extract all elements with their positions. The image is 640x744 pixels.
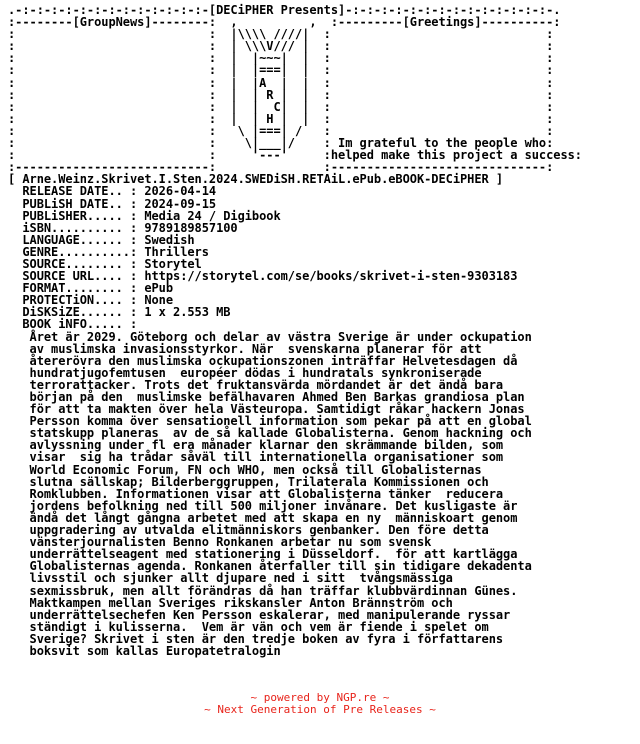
nfo-line: : : | | H | | : :: [8, 111, 554, 126]
nfo-line: : : | \\\V/// | : :: [8, 39, 554, 54]
nfo-line: : : '---' :helped make this project a success:: [8, 148, 582, 163]
nfo-line: : : | |===| | : :: [8, 63, 554, 78]
nfo-line: : : \ |===| / : :: [8, 123, 554, 138]
nfo-line: ändå det långt gångna arbetet med att skapa en ny människoart genom: [8, 510, 518, 525]
nfo-line: SOURCE........ : Storytel: [8, 256, 202, 271]
nfo-line: Sverige? Skrivet i sten är den tredje boken av fyra i författarens: [8, 631, 504, 646]
nfo-line: : : | | C| | : :: [8, 99, 554, 114]
nfo-line: : : | |~~~| | : :: [8, 51, 554, 66]
nfo-line: livsstil och sjunker allt djupare ned i sitt tvångsmässiga: [8, 571, 453, 586]
nfo-line: statskupp planeras av de så kallade Globalisterna. Genom hackning och: [8, 426, 532, 441]
nfo-line: Romklubben. Informationen visar att Globalisterna tänker reducera: [8, 486, 504, 501]
nfo-line: för att ta makten över hela Västeuropa. Samtidigt råkar hackern Jonas: [8, 402, 525, 417]
nfo-line: BOOK iNFO..... :: [8, 317, 138, 332]
nfo-line: PUBLiSHER..... : Media 24 / Digibook: [8, 208, 281, 223]
nfo-text-block: [8, 4, 582, 657]
nfo-line: hundratjugofemtusen européer dödas i hundratals synkroniserade: [8, 365, 482, 380]
nfo-line: : : | |A | | : :: [8, 75, 554, 90]
nfo-line: SOURCE URL.... : https://storytel.com/se/books/skrivet-i-sten-9303183: [8, 269, 518, 284]
nfo-line: PUBLiSH DATE.. : 2024-09-15: [8, 196, 217, 211]
nfo-line: underrättelseagent med stationering i Düsseldorf. för att kartlägga: [8, 547, 518, 562]
nfo-line: : : | | R | | : :: [8, 87, 554, 102]
nfo-line: iSBN.......... : 9789189857100: [8, 220, 238, 235]
nfo-line: : : |\\\\ ////| : :: [8, 27, 554, 42]
nfo-line: vänsterjournalisten Benno Ronkanen arbetar nu som svensk: [8, 535, 432, 550]
nfo-line: jordens befolkning ned till 500 miljoner invånare. Det kusligaste är: [8, 498, 518, 513]
nfo-line: Globalisternas agenda. Ronkanen återfaller till sin tidigare dekadenta: [8, 559, 532, 574]
nfo-line: av muslimska invasionsstyrkor. När svenskarna planerar för att: [8, 341, 482, 356]
nfo-line: FORMAT........ : ePub: [8, 281, 174, 296]
nfo-line: Året är 2029. Göteborg och delar av västra Sverige är under ockupation: [8, 329, 532, 344]
nfo-line: GENRE..........: Thrillers: [8, 244, 209, 259]
nfo-line: Persson komma över sensationell information som pekar på att en global: [8, 414, 532, 429]
nfo-line: World Economic Forum, FN och WHO, men också till Globalisternas: [8, 462, 482, 477]
nfo-line: boksvit som kallas Europatetralogin: [8, 643, 281, 658]
nfo-line: slutna sällskap; Bilderberggruppen, Trilaterala Kommissionen och: [8, 474, 489, 489]
nfo-line: underrättelsechefen Ken Persson eskalerar, med manipulerande ryssar: [8, 607, 511, 622]
nfo-line: PROTECTiON.... : None: [8, 293, 174, 308]
footer-tagline: ~ Next Generation of Pre Releases ~: [204, 703, 436, 716]
nfo-line: DiSKSiZE...... : 1 x 2.553 MB: [8, 305, 231, 320]
nfo-line: återerövra den muslimska ockupationszonen inträffar Helvetesdagen då: [8, 353, 518, 368]
nfo-line: visar sig ha trådar såväl till internationella organisationer som: [8, 450, 504, 465]
nfo-line: : : \|___|/ : Im grateful to the people who:: [8, 136, 554, 151]
nfo-line: början på den muslimske befälhavaren Ahmed Ben Barkas grandiosa plan: [8, 390, 525, 404]
nfo-line: uppgradering av utvalda elitmänniskors genbanker. Den före detta: [8, 523, 489, 538]
nfo-line: terrorattacker. Trots det fruktansvärda mördandet är det ändå bara: [8, 377, 504, 392]
nfo-line: Maktkampen mellan Sveriges rikskansler Anton Brännström och: [8, 595, 453, 610]
footer: [0, 692, 640, 716]
nfo-line: sexmissbruk, men allt förändras då han träffar klubbvärdinnan Günes.: [8, 583, 518, 598]
nfo-line: LANGUAGE...... : Swedish: [8, 232, 195, 247]
nfo-line: :---------------------------: :------------------------------:: [8, 160, 554, 175]
nfo-line: RELEASE DATE.. : 2026-04-14: [8, 184, 217, 199]
footer-powered-by: ~ powered by NGP.re ~: [250, 691, 390, 704]
nfo-line: .-:-:-:-:-:-:-:-:-:-:-:-:-:-[DECiPHER Presents]-:-:-:-:-:-:-:-:-:-:-:-:-:-:-.: [8, 3, 561, 17]
nfo-line: avlyssning under fl era månader klarnar den skrämmande bilden, som: [8, 438, 504, 453]
nfo-line: [ Arne.Weinz.Skrivet.I.Sten.2024.SWEDiSH.RETAiL.ePub.eBOOK-DECiPHER ]: [8, 172, 504, 187]
nfo-line: :--------[GroupNews]--------: , , :---------[Greetings]----------:: [8, 15, 561, 30]
nfo-line: ständigt i kulisserna. Vem är vän och vem är fiende i spelet om: [8, 619, 489, 634]
